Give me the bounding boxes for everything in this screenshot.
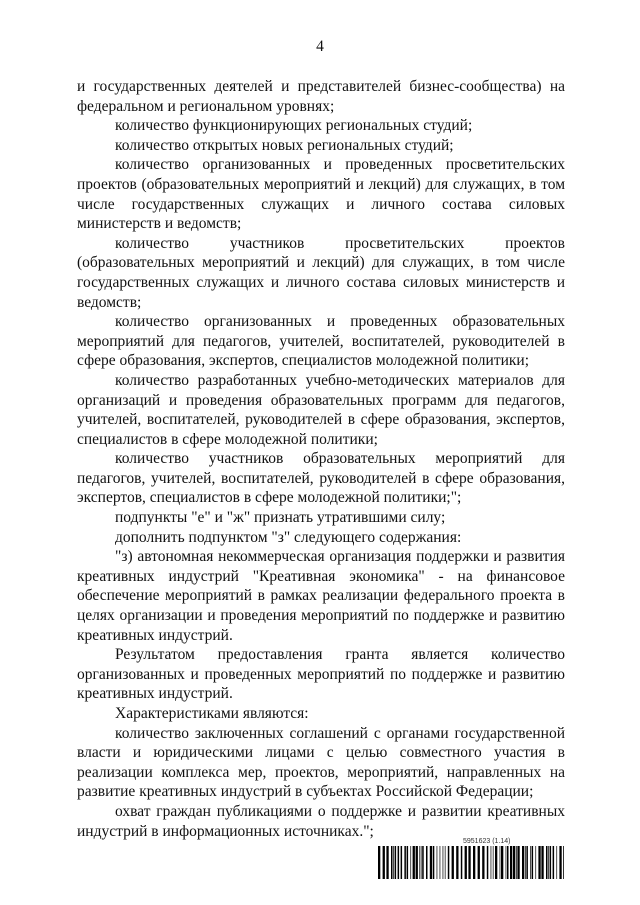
paragraph-subpoints-void: подпункты "е" и "ж" признать утратившими силу; bbox=[115, 509, 446, 527]
document-body bbox=[77, 77, 565, 841]
paragraph-grant-result: Результатом предоставления гранта является количество организованных и проведенных мероприятий по поддержке и развитию креативных индустрий. bbox=[77, 646, 565, 703]
paragraph-characteristics-heading: Характеристиками являются: bbox=[115, 705, 309, 722]
paragraph-educational-projects-count: количество организованных и проведенных просветительских проектов (образовательных мероприятий и лекций) для служащих, в том числе государственных служащих и личного состава силовых министерств и ведомств; bbox=[77, 156, 565, 233]
document-code: 5951623 (1.14) bbox=[463, 838, 511, 845]
paragraph-subpoint-z: "з) автономная некоммерческая организация поддержки и развития креативных индустрий "Креативная экономика" - на финансовое обеспечение мероприятий в рамках реализации федерального проекта в целях организации и проведения мероприятий по поддержке и развитию креативных индустрий. bbox=[77, 548, 565, 644]
paragraph-publications-reach: охват граждан публикациями о поддержке и развитии креативных индустрий в информационных источниках."; bbox=[77, 802, 565, 840]
paragraph-teacher-events-participants: количество участников образовательных мероприятий для педагогов, учителей, воспитателей, руководителей в сфере образования, экспертов, специалистов в сфере молодежной политики;"; bbox=[77, 450, 565, 507]
paragraph-new-studios: количество открытых новых региональных студий; bbox=[115, 136, 454, 154]
paragraph-continuation: и государственных деятелей и представителей бизнес-сообщества) на федеральном и региональном уровнях; bbox=[77, 78, 565, 115]
paragraph-educational-projects-participants: количество участников просветительских проектов (образовательных мероприятий и лекций) для служащих, в том числе государственных служащих и личного состава силовых министерств и ведомств; bbox=[77, 234, 565, 311]
paragraph-functioning-studios: количество функционирующих региональных студий; bbox=[115, 117, 473, 135]
paragraph-add-subpoint: дополнить подпунктом "з" следующего содержания: bbox=[115, 528, 462, 546]
paragraph-agreements-count: количество заключенных соглашений с органами государственной власти и юридическими лицами с целью совместного участия в реализации комплекса мер, проектов, мероприятий, направленных на развитие креативных индустрий в субъектах Российской Федерации; bbox=[77, 724, 565, 801]
paragraph-teacher-events-count: количество организованных и проведенных образовательных мероприятий для педагогов, учителей, воспитателей, руководителей в сфере образования, экспертов, специалистов молодежной политики; bbox=[77, 313, 565, 370]
paragraph-teaching-materials-count: количество разработанных учебно-методических материалов для организаций и проведения образовательных программ для педагогов, учителей, воспитателей, руководителей в сфере образования, экспертов, специалистов в сфере молодежной политики; bbox=[77, 371, 565, 448]
barcode-icon bbox=[378, 846, 564, 879]
page-number: 4 bbox=[316, 38, 324, 55]
